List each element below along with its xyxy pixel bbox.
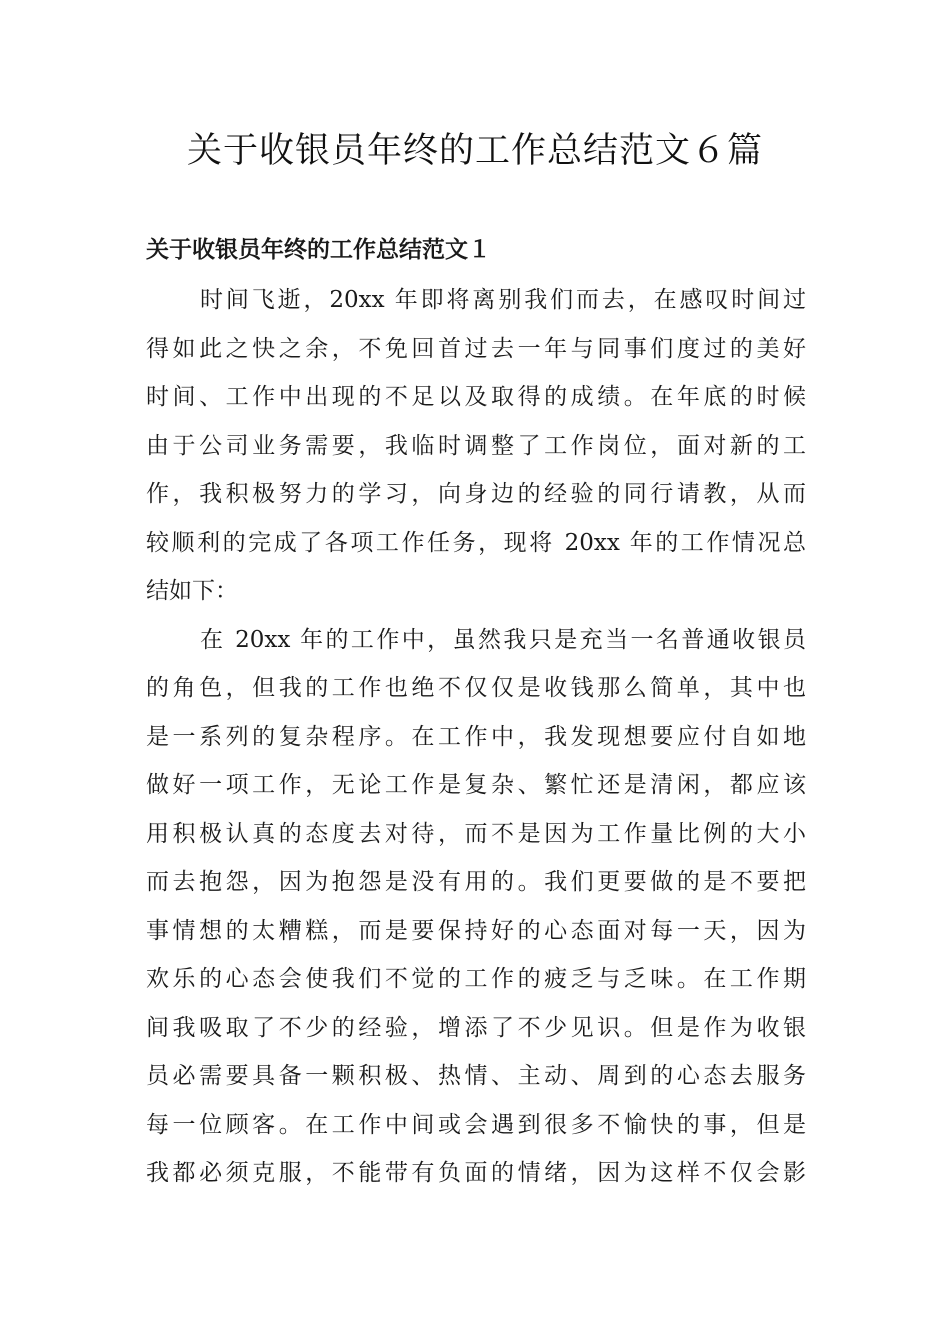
text-line: 时间飞逝，20xx 年即将离别我们而去，在感叹时间过 bbox=[200, 287, 806, 313]
paragraph bbox=[146, 276, 806, 616]
text-line: 欢乐的心态会使我们不觉的工作的疲乏与乏味。在工作期 bbox=[146, 966, 806, 992]
text-line: 我都必须克服，不能带有负面的情绪，因为这样不仅会影 bbox=[146, 1160, 806, 1186]
text-line: 的角色，但我的工作也绝不仅仅是收钱那么简单，其中也 bbox=[146, 675, 806, 701]
document-title: 关于收银员年终的工作总结范文６篇 bbox=[186, 131, 763, 171]
text-line: 时间、工作中出现的不足以及取得的成绩。在年底的时候 bbox=[146, 384, 806, 410]
section-heading: 关于收银员年终的工作总结范文１ bbox=[146, 236, 491, 263]
text-line: 员必需要具备一颗积极、热情、主动、周到的心态去服务 bbox=[146, 1063, 806, 1089]
text-line: 做好一项工作，无论工作是复杂、繁忙还是清闲，都应该 bbox=[146, 772, 806, 798]
text-line: 在 20xx 年的工作中，虽然我只是充当一名普通收银员 bbox=[200, 626, 806, 653]
paragraph bbox=[146, 616, 806, 1198]
text-line: 而去抱怨，因为抱怨是没有用的。我们更要做的是不要把 bbox=[146, 869, 806, 895]
text-line: 是一系列的复杂程序。在工作中，我发现想要应付自如地 bbox=[146, 723, 806, 750]
text-line: 得如此之快之余，不免回首过去一年与同事们度过的美好 bbox=[146, 335, 806, 362]
text-line: 作，我积极努力的学习，向身边的经验的同行请教，从而 bbox=[146, 481, 806, 507]
text-line: 事情想的太糟糕，而是要保持好的心态面对每一天，因为 bbox=[146, 917, 806, 944]
document-body bbox=[146, 276, 806, 1198]
text-line: 较顺利的完成了各项工作任务，现将 20xx 年的工作情况总 bbox=[146, 529, 806, 556]
text-line: 用积极认真的态度去对待，而不是因为工作量比例的大小 bbox=[146, 820, 806, 847]
text-line: 间我吸取了不少的经验，增添了不少见识。但是作为收银 bbox=[146, 1014, 806, 1041]
text-line: 每一位顾客。在工作中间或会遇到很多不愉快的事，但是 bbox=[146, 1111, 806, 1138]
text-line: 结如下： bbox=[146, 578, 238, 604]
text-line: 由于公司业务需要，我临时调整了工作岗位，面对新的工 bbox=[146, 432, 806, 459]
